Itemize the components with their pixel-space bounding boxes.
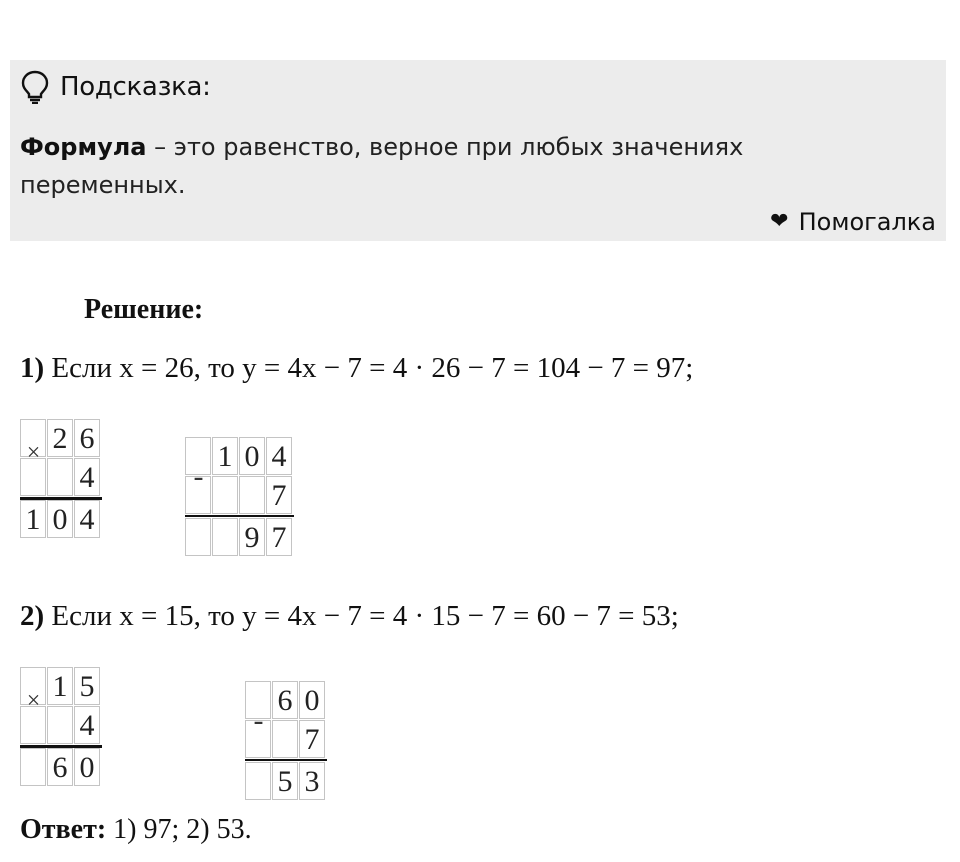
hint-title: Подсказка:: [60, 72, 211, 102]
result-line: [20, 497, 102, 500]
helper-link[interactable]: [770, 205, 936, 239]
hint-text: [20, 128, 900, 204]
operation-sign: ×: [26, 688, 41, 715]
digit-cell: 3: [299, 762, 325, 800]
hint-definition: – это равенство, верное при любых значениях переменных.: [20, 133, 744, 199]
answer-line: [20, 814, 252, 846]
digit-cell: 4: [266, 437, 292, 475]
hint-term: Формула: [20, 133, 147, 161]
step-text: Если x = 15, то y = 4x − 7 = 4 · 15 − 7 = 60 − 7 = 53;: [51, 600, 679, 632]
digit-cell: [239, 476, 265, 514]
digit-cell: [47, 706, 73, 744]
digit-cell: 1: [212, 437, 238, 475]
answer-text: 1) 97; 2) 53.: [106, 814, 252, 845]
step-text: Если x = 26, то y = 4x − 7 = 4 · 26 − 7 = 104 − 7 = 97;: [51, 352, 694, 384]
digit-cell: 2: [47, 419, 73, 457]
result-line: [185, 515, 294, 517]
digit-cell: [245, 762, 271, 800]
operation-sign: -: [193, 460, 204, 494]
step-number: 2): [20, 600, 45, 632]
heart-icon: ❤: [770, 209, 789, 234]
helper-label: Помогалка: [798, 208, 936, 236]
result-line: [20, 745, 102, 748]
digit-cell: 0: [47, 500, 73, 538]
digit-cell: [272, 720, 298, 758]
answer-label: Ответ:: [20, 814, 107, 845]
operation-sign: -: [253, 704, 264, 738]
solution-heading: Решение:: [84, 294, 204, 325]
digit-cell: [212, 518, 238, 556]
digit-cell: 6: [272, 681, 298, 719]
digit-cell: 0: [299, 681, 325, 719]
solution-step-1: [20, 348, 693, 388]
digit-cell: 7: [299, 720, 325, 758]
digit-cell: 1: [20, 500, 46, 538]
step-number: 1): [20, 352, 45, 384]
digit-cell: [20, 748, 46, 786]
digit-cell: 6: [74, 419, 100, 457]
digit-cell: 7: [266, 476, 292, 514]
digit-cell: [212, 476, 238, 514]
digit-cell: 9: [239, 518, 265, 556]
result-line: [245, 759, 327, 761]
operation-sign: ×: [26, 440, 41, 467]
digit-cell: 4: [74, 500, 100, 538]
digit-cell: 0: [74, 748, 100, 786]
solution-step-2: [20, 596, 679, 636]
digit-cell: 5: [272, 762, 298, 800]
digit-cell: 4: [74, 706, 100, 744]
hint-box: [10, 60, 946, 241]
digit-cell: 5: [74, 667, 100, 705]
digit-cell: 6: [47, 748, 73, 786]
digit-cell: 7: [266, 518, 292, 556]
digit-cell: 0: [239, 437, 265, 475]
lightbulb-icon: [20, 70, 50, 104]
digit-cell: [47, 458, 73, 496]
digit-cell: 4: [74, 458, 100, 496]
digit-cell: [185, 518, 211, 556]
digit-cell: 1: [47, 667, 73, 705]
hint-header: [20, 70, 211, 104]
